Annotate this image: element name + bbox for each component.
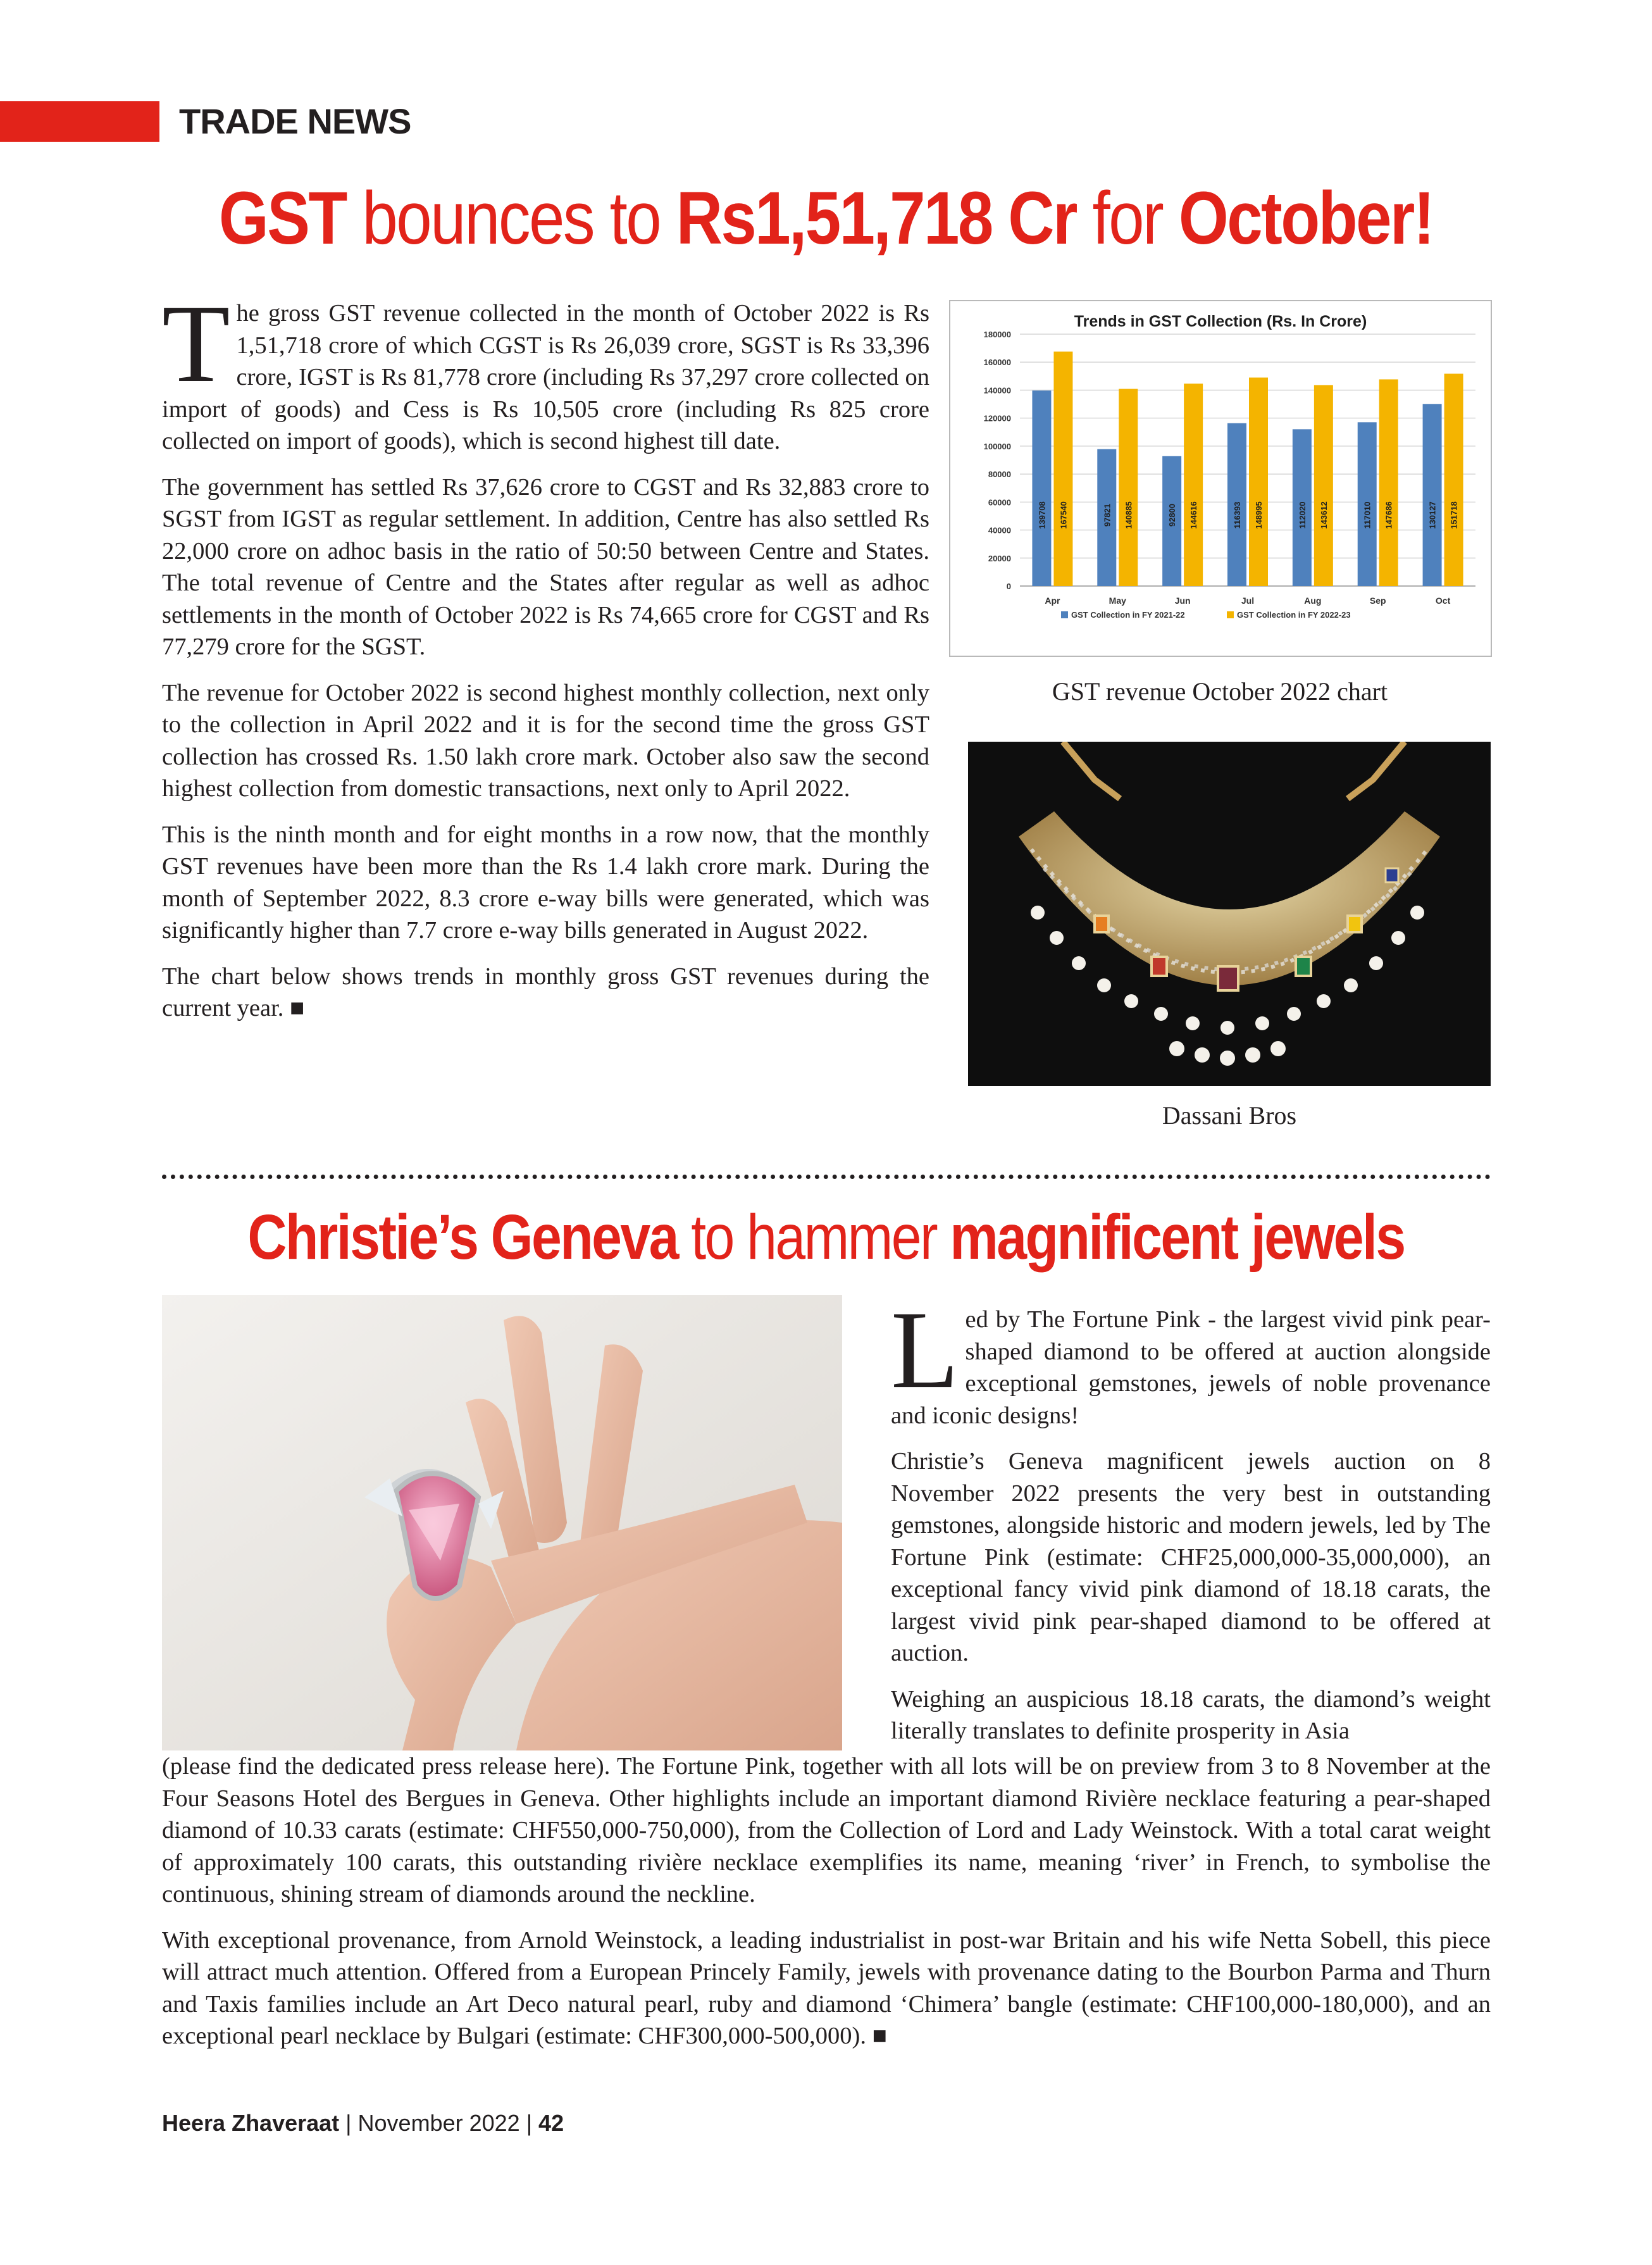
page-footer <box>162 2107 564 2139</box>
article2-paragraph: Weighing an auspicious 18.18 carats, the diamond’s weight literally translates to definite prosperity in Asia <box>891 1685 1491 1744</box>
y-tick-label: 20000 <box>988 553 1011 563</box>
chart-bar <box>1032 390 1051 586</box>
footer-separator: | <box>339 2110 358 2136</box>
article1-headline <box>116 171 1536 266</box>
headline1-part1: GST <box>218 177 346 260</box>
x-tick-label: Jul <box>1241 596 1255 606</box>
chart-bar <box>1119 389 1138 586</box>
section-label: TRADE NEWS <box>179 101 411 141</box>
article1-paragraph: The chart below shows trends in monthly gross GST revenues during the current year. ■ <box>162 963 929 1021</box>
bar-value-label: 144616 <box>1189 501 1199 529</box>
chart-caption: GST revenue October 2022 chart <box>1052 677 1388 706</box>
y-tick-label: 100000 <box>983 441 1011 451</box>
chart-bar <box>1053 352 1072 586</box>
chart-bar <box>1314 385 1333 586</box>
bar-value-label: 139708 <box>1037 501 1047 529</box>
bar-value-label: 92800 <box>1167 503 1177 527</box>
necklace-illustration <box>968 742 1491 1086</box>
bar-value-label: 151718 <box>1449 501 1459 529</box>
bar-value-label: 130127 <box>1427 501 1438 529</box>
section-color-bar <box>0 101 159 142</box>
magazine-name: Heera Zhaveraat <box>162 2110 340 2136</box>
gst-chart <box>949 300 1492 657</box>
x-tick-label: Sep <box>1369 596 1386 606</box>
hand-holding-ring-illustration <box>162 1295 842 1750</box>
legend-swatch <box>1227 611 1234 618</box>
bar-value-label: 97821 <box>1102 503 1112 527</box>
headline1-part3: Rs1,51,718 Cr <box>676 177 1076 260</box>
chart-bar <box>1184 384 1203 586</box>
article1-paragraph: This is the ninth month and for eight months in a row now, that the monthly GST revenues have been more than the Rs 1.4 lakh crore mark. During the month of September 2022, 8.3 crore e-way bills were generated, which was significantly higher than 7.7 crore e-way bills generated in August 2022. <box>162 821 929 944</box>
x-tick-label: Oct <box>1435 596 1451 606</box>
y-tick-label: 160000 <box>983 358 1011 368</box>
headline1-part2: bounces to <box>345 177 676 260</box>
bar-value-label: 117010 <box>1362 501 1372 529</box>
article1-text: he gross GST revenue collected in the month of October 2022 is Rs 1,51,718 crore of which CGST is Rs 26,039 crore, SGST is Rs 33,396 crore, IGST is Rs 81,778 crore (including Rs 37,297 crore collected on import of goods) and Cess is Rs 10,505 crore (including Rs 825 crore collected on import of goods), which is second highest till date. <box>162 300 929 454</box>
bar-value-label: 147686 <box>1384 501 1394 529</box>
footer-separator: | <box>519 2110 539 2136</box>
pink-diamond-photo <box>162 1295 842 1750</box>
article1-body <box>162 282 929 1039</box>
headline2-part3: magnificent jewels <box>950 1202 1405 1273</box>
legend-label: GST Collection in FY 2021-22 <box>1071 610 1185 620</box>
headline2-part2: to hammer <box>677 1202 950 1273</box>
x-tick-label: Jun <box>1174 596 1191 606</box>
bar-value-label: 167540 <box>1059 501 1069 529</box>
y-tick-label: 60000 <box>988 497 1011 508</box>
y-tick-label: 80000 <box>988 470 1011 480</box>
bar-value-label: 148995 <box>1254 501 1264 529</box>
page-number: 42 <box>538 2110 564 2136</box>
issue-date: November 2022 <box>357 2110 520 2136</box>
headline1-part4: for <box>1076 177 1179 260</box>
article2-body-full <box>162 1750 1491 2066</box>
y-tick-label: 120000 <box>983 413 1011 423</box>
article2-paragraph: With exceptional provenance, from Arnold Weinstock, a leading industrialist in post-war Britain and his wife Netta Sobell, this piece will attract much attention. Offered from a European Princely Family, jewels with provenance dating to the Bourbon Parma and Thurn and Taxis families include an Art Deco natural pearl, ruby and diamond ‘Chimera’ bangle (estimate: CHF100,000-180,000), and an exceptional pearl necklace by Bulgari (estimate: CHF300,000-500,000). ■ <box>162 1926 1491 2049</box>
chart-bar <box>1249 378 1268 586</box>
article1-paragraph: The revenue for October 2022 is second highest monthly collection, next only to the collection in April 2022 and it is for the second time the gross GST collection has crossed Rs. 1.50 lakh crore mark. October also saw the second highest collection from domestic transactions, next only to April 2022. <box>162 679 929 802</box>
gst-bar-chart <box>950 301 1491 656</box>
article2-paragraph: Christie’s Geneva magnificent jewels auction on 8 November 2022 presents the very best in outstanding gemstones, alongside historic and modern jewels, led by The Fortune Pink (estimate: CHF25,000,000-35,000,000), an exceptional fancy vivid pink diamond of 18.18 carats, the largest vivid pink pear-shaped diamond to be offered at auction. <box>891 1448 1491 1666</box>
article2-headline <box>116 1196 1536 1278</box>
legend-label: GST Collection in FY 2022-23 <box>1237 610 1351 620</box>
headline1-part5: October! <box>1178 177 1434 260</box>
chart-title: Trends in GST Collection (Rs. In Crore) <box>1074 313 1367 330</box>
article1-paragraph: The government has settled Rs 37,626 crore to CGST and Rs 32,883 crore to SGST from IGST as regular settlement. In addition, Centre has also settled Rs 22,000 crore on adhoc basis in the ratio of 50:50 between Centre and States. The total revenue of Centre and the States after regular as well as adhoc settlements in the month of October 2022 is Rs 74,665 crore for CGST and Rs 77,279 crore for the SGST. <box>162 473 929 660</box>
article2-text: ed by The Fortune Pink - the largest vivid pink pear-shaped diamond to be offered at auction alongside exceptional gemstones, jewels of noble provenance and iconic designs! <box>891 1306 1491 1429</box>
y-tick-label: 180000 <box>983 330 1011 339</box>
x-tick-label: Aug <box>1304 596 1322 606</box>
dropcap: L <box>891 1288 959 1412</box>
chart-bar <box>1444 374 1463 586</box>
bar-value-label: 143612 <box>1319 501 1329 529</box>
bar-value-label: 116393 <box>1233 501 1242 529</box>
y-tick-label: 140000 <box>983 385 1011 396</box>
legend-swatch <box>1061 611 1068 618</box>
x-tick-label: May <box>1109 596 1126 606</box>
article2-column <box>891 1288 1491 1747</box>
article1-paragraph <box>162 282 929 458</box>
dotted-divider <box>162 1175 1491 1179</box>
article2-paragraph <box>891 1288 1491 1432</box>
image-caption: Dassani Bros <box>1162 1101 1297 1130</box>
bar-value-label: 112020 <box>1297 501 1307 529</box>
y-tick-label: 0 <box>1006 582 1011 591</box>
headline2-part1: Christie’s Geneva <box>247 1202 678 1273</box>
x-tick-label: Apr <box>1045 596 1060 606</box>
chart-bar <box>1423 404 1442 586</box>
y-tick-label: 40000 <box>988 525 1011 535</box>
chart-bar <box>1379 379 1398 586</box>
article2-paragraph: (please find the dedicated press release here). The Fortune Pink, together with all lots will be on preview from 3 to 8 November at the Four Seasons Hotel des Bergues in Geneva. Other highlights include an important diamond Rivière necklace featuring a pear-shaped diamond of 10.33 carats (estimate: CHF550,000-750,000), from the Collection of Lord and Lady Weinstock. With a total carat weight of approximately 100 carats, this outstanding rivière necklace exemplifies its name, meaning ‘river’ in French, to symbolise the continuous, shining stream of diamonds around the neckline. <box>162 1753 1491 1907</box>
bar-value-label: 140885 <box>1124 501 1134 529</box>
necklace-photo <box>968 742 1491 1086</box>
dropcap: T <box>162 282 230 406</box>
